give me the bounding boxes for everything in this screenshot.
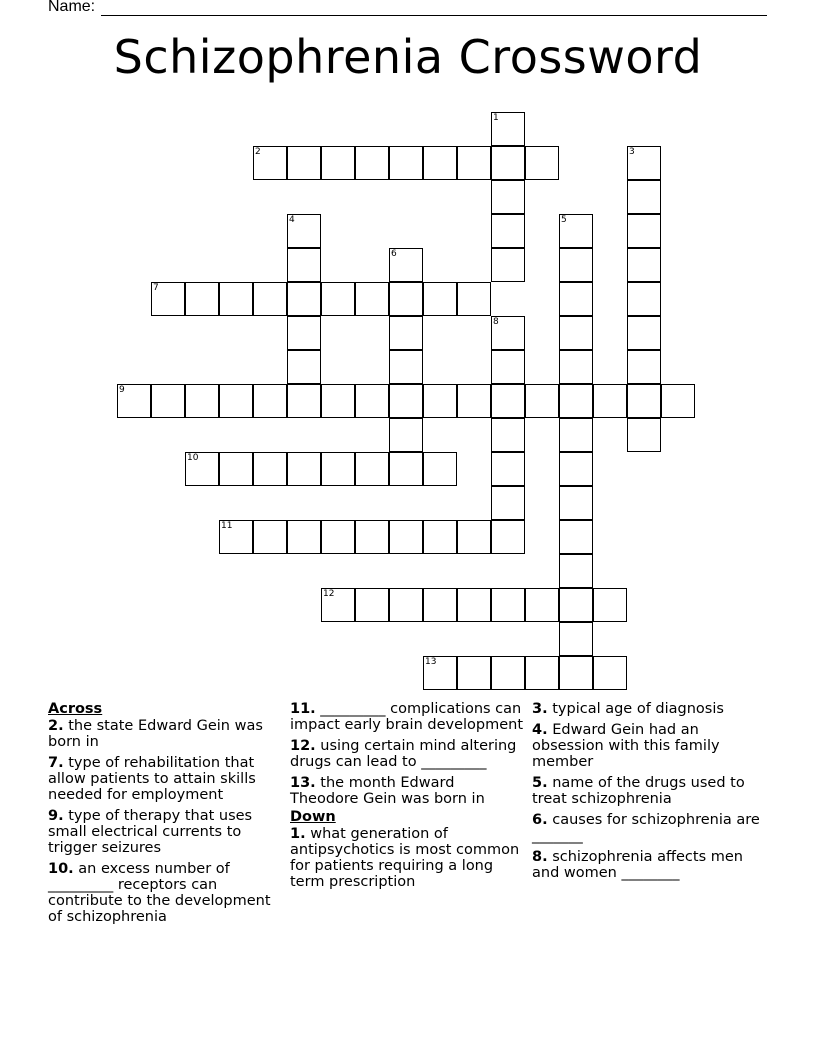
grid-cell[interactable]	[219, 452, 253, 486]
clue-down-8	[532, 849, 772, 881]
clue-across-2	[48, 718, 284, 750]
down-heading: Down	[290, 809, 336, 825]
cell-number: 13	[425, 657, 437, 667]
grid-cell[interactable]	[219, 520, 253, 554]
clue-number: 2.	[48, 718, 64, 734]
grid-cell[interactable]	[661, 384, 695, 418]
grid-cell[interactable]	[491, 656, 525, 690]
clue-number: 9.	[48, 808, 64, 824]
grid-cell[interactable]	[423, 384, 457, 418]
grid-cell[interactable]	[389, 248, 423, 282]
grid-cell[interactable]	[491, 588, 525, 622]
clue-text: causes for schizophrenia are _______	[532, 812, 760, 844]
grid-cell[interactable]	[287, 146, 321, 180]
clue-text: an excess number of _________ receptors can contribute to the development of schizophrenia	[48, 861, 271, 925]
grid-cell[interactable]	[559, 350, 593, 384]
grid-cell[interactable]	[627, 384, 661, 418]
grid-cell[interactable]	[593, 656, 627, 690]
grid-cell[interactable]	[287, 452, 321, 486]
grid-cell[interactable]	[185, 384, 219, 418]
grid-cell[interactable]	[457, 282, 491, 316]
grid-cell[interactable]	[253, 146, 287, 180]
cell-number: 1	[493, 113, 499, 123]
clue-number: 11.	[290, 701, 316, 717]
clue-text: the state Edward Gein was born in	[48, 718, 263, 750]
grid-cell[interactable]	[219, 282, 253, 316]
grid-cell[interactable]	[321, 384, 355, 418]
grid-cell[interactable]	[559, 452, 593, 486]
grid-cell[interactable]	[321, 146, 355, 180]
clue-number: 4.	[532, 722, 548, 738]
grid-cell[interactable]	[287, 282, 321, 316]
grid-cell[interactable]	[491, 248, 525, 282]
grid-cell[interactable]	[525, 588, 559, 622]
grid-cell[interactable]	[355, 452, 389, 486]
clue-number: 10.	[48, 861, 74, 877]
clue-text: type of therapy that uses small electrical currents to trigger seizures	[48, 808, 253, 856]
grid-cell[interactable]	[389, 282, 423, 316]
grid-cell[interactable]	[151, 282, 185, 316]
grid-cell[interactable]	[355, 384, 389, 418]
grid-cell[interactable]	[559, 248, 593, 282]
grid-cell[interactable]	[491, 112, 525, 146]
grid-cell[interactable]	[321, 282, 355, 316]
cell-number: 11	[221, 521, 233, 531]
grid-cell[interactable]	[389, 418, 423, 452]
clue-text: typical age of diagnosis	[552, 701, 724, 717]
grid-cell[interactable]	[457, 384, 491, 418]
grid-cell[interactable]	[491, 180, 525, 214]
grid-cell[interactable]	[525, 146, 559, 180]
grid-cell[interactable]	[559, 214, 593, 248]
grid-cell[interactable]	[321, 452, 355, 486]
grid-cell[interactable]	[491, 384, 525, 418]
grid-cell[interactable]	[287, 214, 321, 248]
clue-text: what generation of antipsychotics is most common for patients requiring a long term prescription	[290, 826, 520, 890]
grid-cell[interactable]	[491, 146, 525, 180]
grid-cell[interactable]	[423, 452, 457, 486]
cell-number: 2	[255, 147, 261, 157]
clue-across-11	[290, 701, 526, 733]
clue-down-1	[290, 826, 526, 890]
grid-cell[interactable]	[321, 520, 355, 554]
grid-cell[interactable]	[457, 520, 491, 554]
clue-number: 1.	[290, 826, 306, 842]
grid-cell[interactable]	[559, 656, 593, 690]
clue-text: using certain mind altering drugs can lead to _________	[290, 738, 517, 770]
grid-cell[interactable]	[253, 520, 287, 554]
grid-cell[interactable]	[355, 520, 389, 554]
grid-cell[interactable]	[559, 316, 593, 350]
clue-number: 3.	[532, 701, 548, 717]
grid-cell[interactable]	[287, 248, 321, 282]
grid-cell[interactable]	[627, 214, 661, 248]
grid-cell[interactable]	[627, 316, 661, 350]
grid-cell[interactable]	[593, 588, 627, 622]
clue-down-3	[532, 701, 772, 717]
grid-cell[interactable]	[593, 384, 627, 418]
grid-cell[interactable]	[253, 452, 287, 486]
grid-cell[interactable]	[423, 146, 457, 180]
grid-cell[interactable]	[389, 588, 423, 622]
grid-cell[interactable]	[627, 248, 661, 282]
grid-cell[interactable]	[491, 486, 525, 520]
grid-cell[interactable]	[627, 418, 661, 452]
clue-number: 6.	[532, 812, 548, 828]
grid-cell[interactable]	[457, 588, 491, 622]
grid-cell[interactable]	[253, 282, 287, 316]
grid-cell[interactable]	[355, 282, 389, 316]
grid-cell[interactable]	[627, 180, 661, 214]
clue-number: 13.	[290, 775, 316, 791]
clue-down-5	[532, 775, 772, 807]
grid-cell[interactable]	[525, 384, 559, 418]
clue-text: schizophrenia affects men and women ________	[532, 849, 743, 881]
grid-cell[interactable]	[185, 452, 219, 486]
cell-number: 12	[323, 589, 335, 599]
grid-cell[interactable]	[627, 350, 661, 384]
grid-cell[interactable]	[491, 350, 525, 384]
clue-down-4	[532, 722, 772, 770]
clues-column-1	[48, 701, 284, 930]
name-label: Name:	[48, 0, 96, 15]
grid-cell[interactable]	[491, 316, 525, 350]
cell-number: 5	[561, 215, 567, 225]
clue-number: 7.	[48, 755, 64, 771]
clue-number: 5.	[532, 775, 548, 791]
across-heading: Across	[48, 701, 103, 717]
cell-number: 4	[289, 215, 295, 225]
grid-cell[interactable]	[491, 214, 525, 248]
clue-across-10	[48, 861, 284, 925]
grid-cell[interactable]	[559, 520, 593, 554]
clue-number: 8.	[532, 849, 548, 865]
grid-cell[interactable]	[219, 384, 253, 418]
grid-cell[interactable]	[423, 282, 457, 316]
grid-cell[interactable]	[525, 656, 559, 690]
clue-down-6	[532, 812, 772, 844]
grid-cell[interactable]	[355, 146, 389, 180]
cell-number: 9	[119, 385, 125, 395]
grid-cell[interactable]	[491, 520, 525, 554]
clue-text: _________ complications can impact early brain development	[290, 701, 524, 733]
grid-cell[interactable]	[287, 384, 321, 418]
grid-cell[interactable]	[389, 316, 423, 350]
cell-number: 3	[629, 147, 635, 157]
clues-column-2	[290, 701, 526, 895]
page-title: Schizophrenia Crossword	[113, 30, 703, 84]
grid-cell[interactable]	[559, 622, 593, 656]
grid-cell[interactable]	[423, 656, 457, 690]
grid-cell[interactable]	[389, 350, 423, 384]
grid-cell[interactable]	[559, 384, 593, 418]
grid-cell[interactable]	[627, 146, 661, 180]
grid-cell[interactable]	[287, 350, 321, 384]
grid-cell[interactable]	[559, 588, 593, 622]
cell-number: 10	[187, 453, 199, 463]
grid-cell[interactable]	[559, 486, 593, 520]
grid-cell[interactable]	[287, 316, 321, 350]
grid-cell[interactable]	[185, 282, 219, 316]
grid-cell[interactable]	[355, 588, 389, 622]
grid-cell[interactable]	[491, 452, 525, 486]
cell-number: 6	[391, 249, 397, 259]
grid-cell[interactable]	[423, 588, 457, 622]
cell-number: 8	[493, 317, 499, 327]
clue-across-9	[48, 808, 284, 856]
grid-cell[interactable]	[559, 282, 593, 316]
clue-text: the month Edward Theodore Gein was born in	[290, 775, 485, 807]
grid-cell[interactable]	[389, 146, 423, 180]
clue-across-12	[290, 738, 526, 770]
grid-cell[interactable]	[627, 282, 661, 316]
grid-cell[interactable]	[389, 452, 423, 486]
grid-cell[interactable]	[491, 418, 525, 452]
grid-cell[interactable]	[117, 384, 151, 418]
grid-cell[interactable]	[151, 384, 185, 418]
grid-cell[interactable]	[389, 384, 423, 418]
clue-text: Edward Gein had an obsession with this family member	[532, 722, 720, 770]
grid-cell[interactable]	[423, 520, 457, 554]
grid-cell[interactable]	[287, 520, 321, 554]
grid-cell[interactable]	[559, 554, 593, 588]
clue-text: type of rehabilitation that allow patients to attain skills needed for employment	[48, 755, 256, 803]
grid-cell[interactable]	[253, 384, 287, 418]
grid-cell[interactable]	[457, 656, 491, 690]
grid-cell[interactable]	[389, 520, 423, 554]
clue-across-7	[48, 755, 284, 803]
clue-number: 12.	[290, 738, 316, 754]
clue-text: name of the drugs used to treat schizophrenia	[532, 775, 745, 807]
grid-cell[interactable]	[457, 146, 491, 180]
clue-across-13	[290, 775, 526, 807]
cell-number: 7	[153, 283, 159, 293]
grid-cell[interactable]	[321, 588, 355, 622]
clues-column-3	[532, 701, 772, 886]
grid-cell[interactable]	[559, 418, 593, 452]
